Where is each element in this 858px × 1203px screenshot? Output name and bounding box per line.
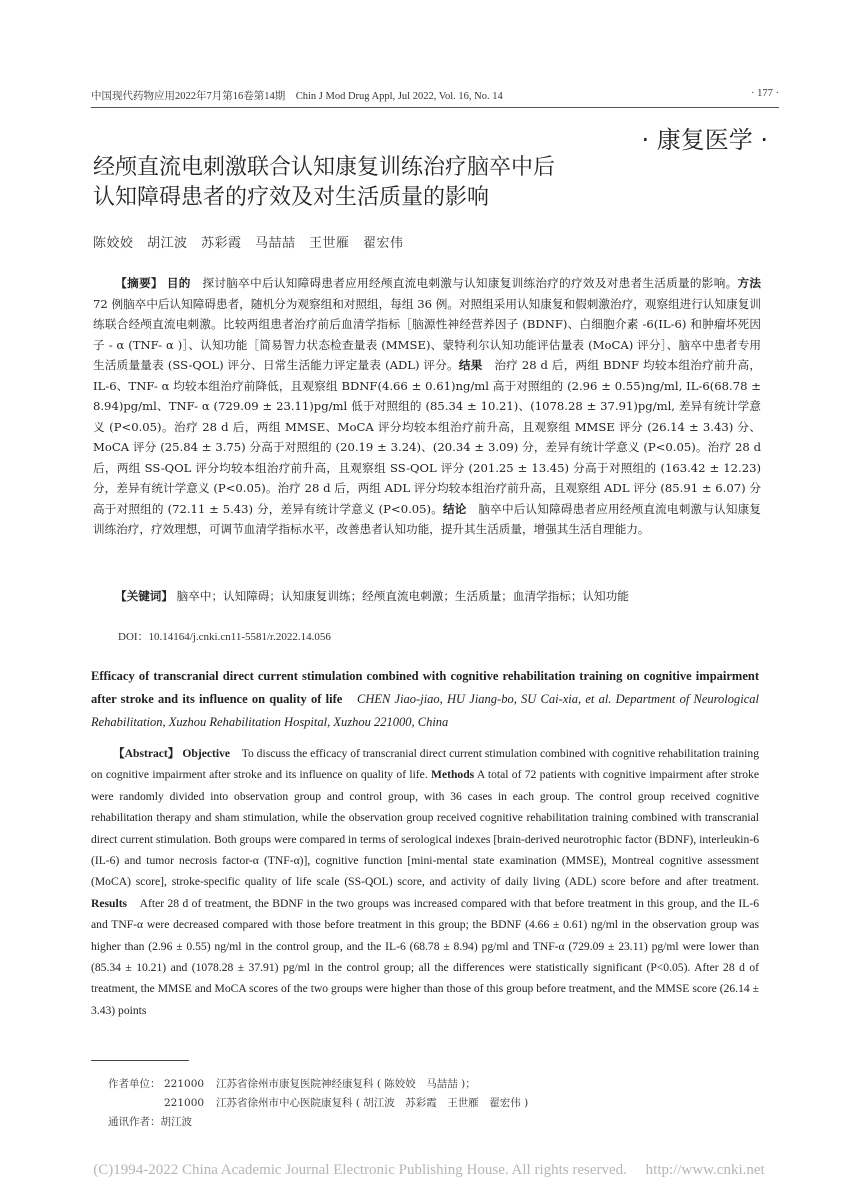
objective-en-label: Objective: [182, 747, 231, 760]
abstract-label: 【摘要】: [115, 276, 163, 290]
journal-citation: 中国现代药物应用2022年7月第16卷第14期 Chin J Mod Drug Appl, Jul 2022, Vol. 16, No. 14: [91, 91, 503, 102]
methods-en-text: A total of 72 patients with cognitive impairment after stroke were randomly divided into observation group and control group, with 36 cases in each group. The control group received cognitive rehabilitation therapy and sham stimulation, while the observation group received cognitive rehabilitation training combined with transcranial direct current stimulation. Both groups were compared in terms of serological indexes [brain-derived neurotrophic factor (BDNF), interleukin-6 (IL-6) and tumor necrosis factor-α (TNF-α)], cognitive function [mini-mental state examination (MMSE), Montreal cognitive assessment (MoCA) score], stroke-specific quality of life scale (SS-QOL) score, and activity of daily living (ADL) score before and after treatment.: [91, 768, 759, 889]
english-abstract: [91, 743, 759, 1021]
author-list: 陈姣姣 胡江波 苏彩霞 马喆喆 王世雁 翟宏伟: [93, 236, 404, 251]
running-header: [91, 88, 779, 106]
keywords-label: 【关键词】: [115, 589, 173, 603]
title-line-1: 经颅直流电刺激联合认知康复训练治疗脑卒中后: [93, 155, 556, 180]
footnote-rule: [91, 1060, 189, 1061]
objective-text: 探讨脑卒中后认知障碍患者应用经颅直流电刺激与认知康复训练治疗的疗效及对患者生活质量的影响。: [202, 276, 738, 290]
page-number: · 177 ·: [751, 88, 779, 99]
postal-code: 221000: [164, 1078, 205, 1090]
results-text: 治疗 28 d 后，两组 BDNF 均较本组治疗前升高，IL-6、TNF- α 均较本组治疗前降低，且观察组 BDNF(4.66 ± 0.61)ng/ml 高于对照组的 (2.96 ± 0.55)ng/ml, IL-6(68.78 ± 8.94)pg/ml、TNF- α (729.09 ± 23.11)pg/ml 低于对照组的 (85.34 ± 10.21)、(1078.28 ± 37.91)pg/ml, 差异有统计学意义 (P<0.05)。治疗 28 d 后，两组 MMSE、MoCA 评分均较本组治疗前升高，且观察组 MMSE 评分 (26.14 ± 3.43) 分、MoCA 评分 (25.84 ± 3.75) 分高于对照组的 (20.19 ± 3.24)、(20.34 ± 3.09) 分，差异有统计学意义 (P<0.05)。治疗 28 d 后，两组 SS-QOL 评分均较本组治疗前升高，且观察组 SS-QOL 评分 (201.25 ± 13.45) 分高于对照组的 (163.42 ± 12.23) 分，差异有统计学意义 (P<0.05)。治疗 28 d 后，两组 ADL 评分均较本组治疗前升高，且观察组 ADL 评分 (85.91 ± 6.07) 分高于对照组的 (72.11 ± 5.43) 分，差异有统计学意义 (P<0.05)。: [93, 358, 761, 516]
affiliation-text: 江苏省徐州市中心医院康复科 ( 胡江波 苏彩霞 王世雁 翟宏伟 ): [216, 1097, 529, 1109]
affiliations: [108, 1075, 758, 1132]
keywords-cn: [93, 586, 761, 607]
doi: DOI：10.14164/j.cnki.cn11-5581/r.2022.14.056: [118, 631, 331, 643]
methods-text: 72 例脑卒中后认知障碍患者，随机分为观察组和对照组，每组 36 例。对照组采用认知康复和假刺激治疗，观察组进行认知康复训练联合经颅直流电刺激。比较两组患者治疗前后血清学指标［脑源性神经营养因子 (BDNF)、白细胞介素 -6(IL-6) 和肿瘤坏死因子 - α (TNF- α )］、认知功能［简易智力状态检查量表 (MMSE)、蒙特利尔认知功能评估量表 (MoCA) 评分］、脑卒中患者专用生活质量量表 (SS-QOL) 评分、日常生活能力评定量表 (ADL) 评分。: [93, 296, 761, 372]
conclusion-text: 脑卒中后认知障碍患者应用经颅直流电刺激与认知康复训练治疗，疗效理想，可调节血清学指标水平，改善患者认知功能，提升其生活质量，增强其生活自理能力。: [93, 501, 761, 536]
english-title: Efficacy of transcranial direct current stimulation combined with cognitive rehabilitation training on cognitive impairment after stroke and its influence on quality of life: [91, 669, 759, 706]
affiliation-label: 作者单位：: [108, 1078, 161, 1090]
header-rule: [91, 107, 779, 108]
affiliation-row-2: [108, 1094, 758, 1113]
copyright-watermark: (C)1994-2022 China Academic Journal Electronic Publishing House. All rights reserved. http://www.cnki.net: [93, 1162, 765, 1178]
section-tag: · 康复医学 ·: [641, 126, 768, 154]
postal-code: 221000: [164, 1097, 205, 1109]
article-title: [93, 153, 693, 213]
corresponding-author: 通讯作者：胡江波: [108, 1116, 192, 1128]
objective-label: 目的: [166, 276, 191, 290]
abstract-en-label: 【Abstract】: [113, 747, 180, 760]
english-title-block: [91, 665, 759, 734]
english-authors: CHEN Jiao-jiao, HU Jiang-bo, SU Cai-xia, et al. Department of Neurological Rehabilitation, Xuzhou Rehabilitation Hospital, Xuzhou 221000, China: [91, 692, 760, 729]
results-label: 结果: [458, 358, 483, 372]
affiliation-text: 江苏省徐州市康复医院神经康复科 ( 陈姣姣 马喆喆 )；: [216, 1078, 476, 1090]
chinese-abstract: [93, 273, 761, 540]
title-line-2: 认知障碍患者的疗效及对生活质量的影响: [93, 185, 490, 210]
results-en-text: After 28 d of treatment, the BDNF in the two groups was increased compared with that before treatment in this group, and the IL-6 and TNF-α were decreased compared with those before treatment in this group; the BDNF (4.66 ± 0.61) ng/ml in the observation group was higher than (2.96 ± 0.55) ng/ml in the control group, and the IL-6 (68.78 ± 8.94) pg/ml and TNF-α (729.09 ± 23.11) pg/ml were lower than (85.34 ± 10.21) and (1078.28 ± 37.91) pg/ml in the control group; all the differences were statistically significant (P<0.05). After 28 d of treatment, the MMSE and MoCA scores of the two groups were higher than those of this group before treatment, and the MMSE score (26.14 ± 3.43) points: [91, 896, 759, 1017]
methods-en-label: Methods: [431, 768, 475, 782]
objective-en-text: To discuss the efficacy of transcranial direct current stimulation combined with cognitive rehabilitation training on cognitive impairment after stroke and its influence on quality of life.: [91, 747, 759, 782]
methods-label: 方法: [737, 276, 761, 290]
conclusion-label: 结论: [443, 501, 467, 516]
affiliation-row-1: [108, 1075, 758, 1094]
results-en-label: Results: [91, 896, 128, 910]
keywords-text: 脑卒中；认知障碍；认知康复训练；经颅直流电刺激；生活质量；血清学指标；认知功能: [176, 589, 629, 603]
